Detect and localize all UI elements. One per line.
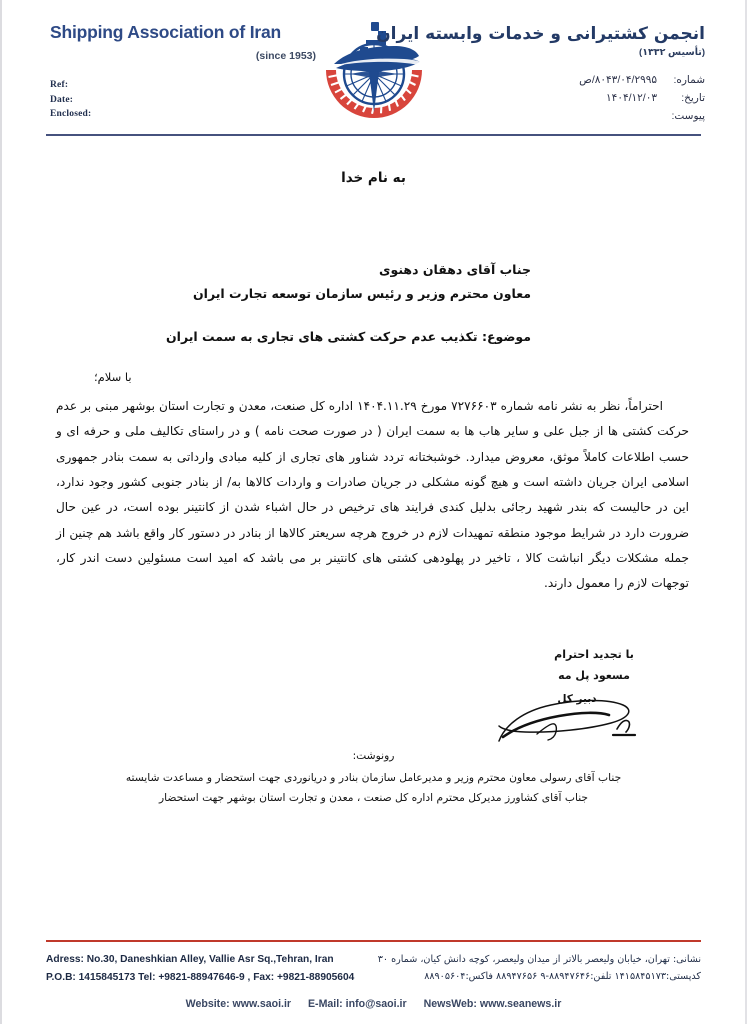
addressee-title: معاون محترم وزیر و رئیس سازمان توسعه تجارت ایران xyxy=(192,286,531,302)
number-label-fa: شماره: xyxy=(673,74,705,87)
reference-block-en xyxy=(50,78,91,122)
footer-web-links xyxy=(46,998,701,1010)
since-year-en: (since 1953) xyxy=(255,50,316,62)
date-value-fa: ۱۴۰۴/۱۲/۰۳ xyxy=(606,92,657,105)
letterhead-right-fa xyxy=(376,24,705,126)
ref-label: Ref: xyxy=(50,80,69,90)
header-divider xyxy=(46,134,701,136)
signature-name: مسعود پل مه xyxy=(558,668,630,682)
carbon-copy-entry: جناب آقای کشاورز مدیرکل محترم اداره کل صنعت ، معدن و تجارت استان بوشهر جهت استحضار xyxy=(158,791,589,805)
since-year-fa: (تأسیس ۱۳۳۲) xyxy=(639,47,705,59)
footer-contact-fa xyxy=(378,951,701,986)
letter-salutation xyxy=(94,370,699,384)
footer-columns xyxy=(46,951,701,987)
addressee-name: جناب آقای دهقان دهنوی xyxy=(379,262,531,277)
basmala-heading: به نام خدا xyxy=(341,170,406,186)
salutation-text: با سلام؛ xyxy=(94,369,132,384)
number-value-fa: ۸۰۴۳/۰۴/۲۹۹۵/ص xyxy=(579,74,657,87)
footer-phone-en: P.O.B: 1415845173 Tel: +9821-88947646-9 , Fax: +9821-88905604 xyxy=(46,971,355,983)
letter-body xyxy=(2,170,745,809)
signature-closing: با تجدید احترام xyxy=(554,647,634,661)
letter-meta-fa xyxy=(405,72,705,126)
page-footer xyxy=(2,940,745,1024)
meta-row-enclosure xyxy=(405,108,705,126)
signature-role: دبیر کل xyxy=(557,692,597,705)
addressee-block xyxy=(48,258,531,307)
organization-name-fa: انجمن کشتیرانی و خدمات وابسته ایران xyxy=(376,24,705,44)
enclosed-label: Enclosed: xyxy=(50,109,92,120)
carbon-copy-label: رونوشت: xyxy=(352,748,395,762)
letterhead-left-en xyxy=(50,22,320,62)
date-label-fa: تاریخ: xyxy=(681,92,705,105)
enclosure-label-fa: پیوست: xyxy=(671,110,705,123)
footer-website-link[interactable]: Website: www.saoi.ir xyxy=(185,998,292,1010)
footer-address-fa: نشانی: تهران، خیابان ولیعصر بالاتر از میدان ولیعصر، کوچه دانش کیان، شماره ۳۰ xyxy=(377,953,701,965)
date-label: Date: xyxy=(50,94,74,105)
carbon-copy-entry: جناب آقای رسولی معاون محترم وزیر و مدیرعامل سازمان بنادر و دریانوردی جهت استحضار و مساعدت شایسته xyxy=(125,770,622,784)
letter-body-paragraph: احتراماً، نظر به نشر نامه شماره ۷۲۷۶۶۰۳ مورخ ۱۴۰۴.۱۱.۲۹ اداره کل صنعت، معدن و تجارت استان بوشهر مبنی بر عدم حرکت کشتی ها از جبل علی و سایر هاب ها به سمت ایران ( در صورت صحت نامه ) و در راستای تکالیف ملی و حرفه ای و حسب اطلاعات کاملاً موثق، معروض میدارد. خوشبختانه تردد شناور های تجاری از کلیه مبادی وارداتی به سمت بنادر جمهوری اسلامی ایران جریان داشته است و هیچ گونه مشکلی در جریان صادرات و واردات کالاها به/ از بنادر جنوبی کشور وجود ندارد، این در حالیست که بندر شهید رجائی بدلیل کندی فرایند های ترخیص در حال اشباء شدن از کانتینر بوده است، در عین حال ضرورت دارد در شرایط موجود منطقه تمهیدات لازم در خروج هرچه سریعتر کالاها از بنادر در دستور کار واقع باشد هم چنین از جمله مشکلات دیگر انباشت کالا ، تاخیر در پهلودهی کشتی های کانتینر بر می باشد که امید است مسئولین دست اندر کار، توجهات لازم را معمول دارند. xyxy=(56,398,689,591)
footer-newsweb-link[interactable]: NewsWeb: www.seanews.ir xyxy=(423,998,562,1010)
footer-email-link[interactable]: E-Mail: info@saoi.ir xyxy=(307,998,407,1010)
footer-contact-en xyxy=(46,951,354,987)
letter-subject: موضوع: تکذیب عدم حرکت کشتی های تجاری به سمت ایران xyxy=(165,328,531,344)
footer-phone-fa: کدپستی:۱۴۱۵۸۴۵۱۷۳ تلفن:۸۸۹۴۷۶۴۶-۹ ۸۸۹۴۷۶۵۶ فاکس:۸۸۹۰۵۶۰۴ xyxy=(424,971,701,983)
meta-row-date xyxy=(405,90,705,108)
signature-block xyxy=(489,645,699,706)
organization-name-en: Shipping Association of Iran xyxy=(50,22,281,42)
meta-row-number xyxy=(405,72,705,90)
footer-address-en: Adress: No.30, Daneshkian Alley, Vallie Asr Sq.,Tehran, Iran xyxy=(46,953,334,965)
letterhead xyxy=(2,0,745,123)
carbon-copy-block xyxy=(48,746,699,810)
footer-divider xyxy=(46,940,701,942)
